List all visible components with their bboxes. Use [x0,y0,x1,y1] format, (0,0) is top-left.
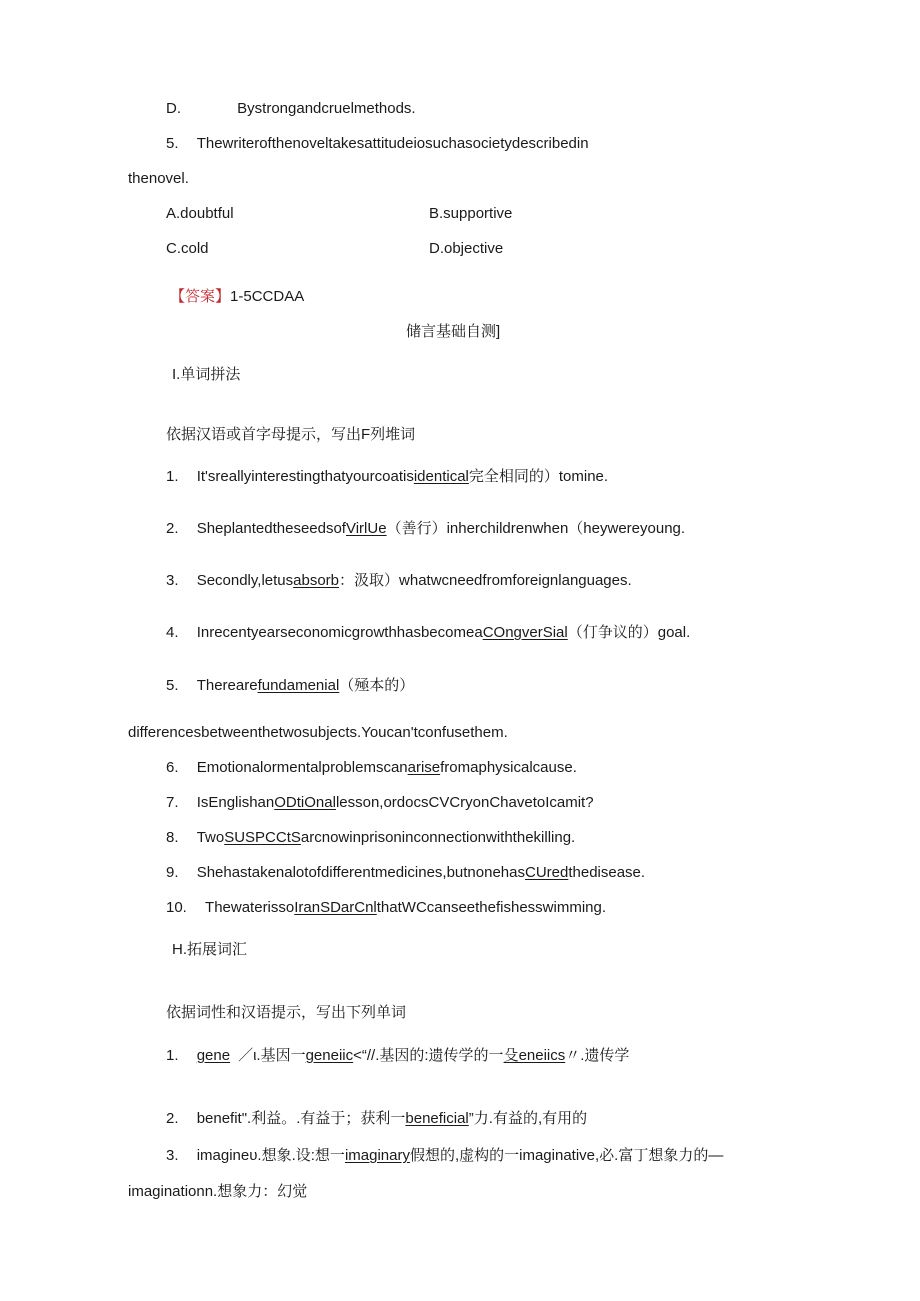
item-number: 4. [166,624,179,641]
item-text: 〃.遗传学 [565,1047,630,1064]
item-text: Sheplantedtheseedsof [196,520,346,537]
list-item [166,467,608,487]
answer-word: COngverSial [482,624,568,641]
item-text: benefit".利益。.有益于；获利一 [196,1110,406,1127]
answer-word: imaginary [344,1147,410,1164]
list-item-cont: imaginationn.想象力：幻觉 [128,1183,308,1200]
item-number: 1. [166,468,179,485]
item-text: lesson,ordocsCVCryonChavetoIcamit? [335,794,594,811]
list-item [166,793,594,813]
part2-instruction: 依据词性和汉语提示，写出下列单词 [166,1004,407,1021]
list-item [166,898,606,918]
answer-label: 【答案】 [170,288,231,305]
answer-word: 殳eneiics [503,1047,566,1064]
item-text: ：汲取）whatwcneedfromforeignlanguages. [339,572,632,589]
item-text: Two [196,829,225,846]
item-text: thatWCcanseethefishesswimming. [376,899,607,916]
answer-word: absorb [293,572,340,589]
item-text: 完全相同的）tomine. [468,468,609,485]
item-text: Shehastakenalotofdifferentmedicines,butnonehas [196,864,525,881]
item-text: Thewaterisso [205,899,295,916]
item-number: 2. [166,1110,179,1127]
part1-instruction: 依据汉语或首字母提示，写出F列堆词 [166,426,416,443]
item-number: 9. [166,864,179,881]
answer-word: identical [413,468,469,485]
item-text: Secondly,letus [196,572,294,589]
item-number: 7. [166,794,179,811]
q5-option-b: B.supportive [429,205,513,222]
q4-option-d [166,99,416,119]
item-number: 3. [166,572,179,589]
item-text: ／ι.基因一 [238,1047,306,1064]
list-item [166,758,577,778]
item-text: Thereare [196,677,258,694]
answer-line [170,287,304,307]
answer-word: VirlUe [345,520,387,537]
item-text: Emotionalormentalproblemscan [196,759,408,776]
item-text: It'sreallyinterestingthatyourcoatis [196,468,414,485]
answer-word: IranSDarCnl [294,899,377,916]
item-text: imagineυ.想象.设:想一 [196,1147,345,1164]
question-text: Thewriterofthenoveltakesattitudeiosuchasocietydescribedin [196,135,589,152]
part2-heading: H.拓展词汇 [172,941,248,958]
item-text: IsEnglishan [196,794,275,811]
list-item-cont: differencesbetweenthetwosubjects.Youcan'tconfusethem. [128,724,508,741]
list-item [166,863,645,883]
list-item [166,828,575,848]
item-number: 6. [166,759,179,776]
question-number: 5. [166,135,179,152]
list-item [166,1146,723,1166]
list-item [166,571,632,591]
q5-stem [166,134,589,154]
item-text: （善行）inherchildrenwhen（heywereyoung. [386,520,686,537]
item-text: fromaphysicalcause. [440,759,577,776]
item-text: ”力.有益的,有用的 [468,1110,588,1127]
option-text: Bystrongandcruelmethods. [237,100,416,117]
item-text: arcnowinprisoninconnectionwiththekilling. [300,829,576,846]
item-text: 假想的,虚构的一imaginative,必.富丁想象力的— [409,1147,724,1164]
answer-word: beneficial [405,1110,469,1127]
item-text: Inrecentyearseconomicgrowthhasbecomea [196,624,483,641]
item-number: 1. [166,1047,179,1064]
answer-word: gene [196,1047,231,1064]
list-item [166,519,685,539]
answer-word: ODtiOnal [274,794,336,811]
q5-option-d: D.objective [429,240,504,257]
answer-value: 1-5CCDAA [230,288,305,305]
item-text: <“//.基因的:遗传学的一 [353,1047,504,1064]
list-item [166,1109,587,1129]
item-number: 8. [166,829,179,846]
q5-stem-cont: thenovel. [128,170,189,187]
list-item [166,676,414,696]
list-item [166,623,690,643]
item-number: 5. [166,677,179,694]
q5-option-c: C.cold [166,240,209,257]
item-text: （仃争议的）goal. [567,624,691,641]
answer-word: arise [407,759,441,776]
list-item [166,1046,629,1066]
option-label: D. [166,100,181,117]
part1-heading: I.单词拼法 [172,366,241,383]
item-text: （殛本的） [339,677,415,694]
item-text: thedisease. [568,864,646,881]
answer-word: fundamenial [257,677,340,694]
section-title: 储言基础自测] [406,323,501,340]
answer-word: SUSPCCtS [224,829,301,846]
item-number: 3. [166,1147,179,1164]
item-number: 10. [166,899,187,916]
answer-word: CUred [524,864,569,881]
q5-option-a: A.doubtful [166,205,234,222]
answer-word: geneiic [305,1047,354,1064]
item-number: 2. [166,520,179,537]
